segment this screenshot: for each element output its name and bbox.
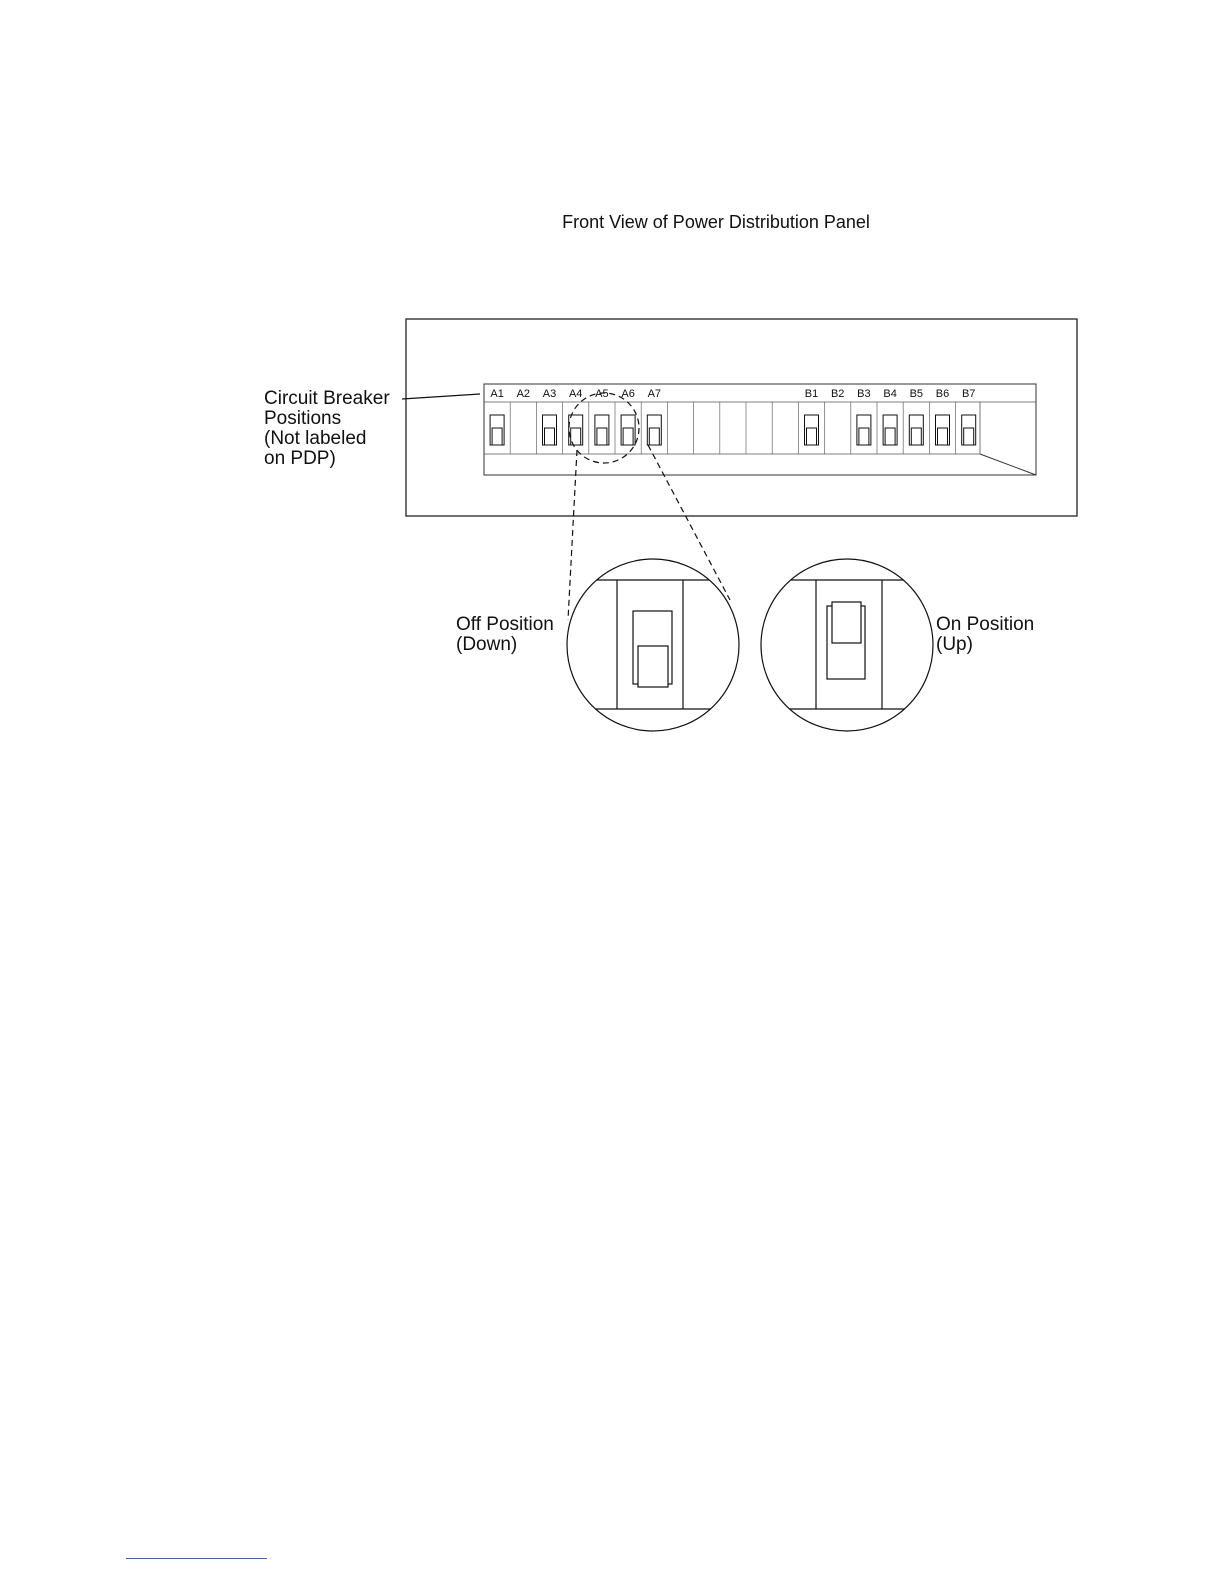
callout-line-3: (Not labeled [264,428,367,449]
footer-rule [126,1558,267,1559]
slot-label-b2: B2 [830,388,845,400]
breaker-toggle [597,428,607,445]
slot-label-b1: B1 [804,388,819,400]
breaker-switch-a7 [647,415,661,445]
on-magnifier-circle [761,559,933,731]
breaker-toggle [911,428,921,445]
panel-outer-frame [406,319,1077,516]
off-breaker-toggle [638,646,668,687]
slot-label-b3: B3 [857,388,871,400]
callout-leader-line [402,394,480,399]
breaker-toggle [859,428,869,445]
breaker-toggle [938,428,948,445]
diagram-title: Front View of Power Distribution Panel [562,212,870,232]
slot-label-b5: B5 [909,388,924,400]
breaker-switch-a5 [595,415,609,445]
slot-label-b6: B6 [935,388,950,400]
breaker-switch-b7 [962,415,976,445]
breaker-toggle [807,428,817,445]
breaker-switch-b4 [883,415,897,445]
on-position-label-line-1: On Position [936,614,1035,635]
breaker-switch-a4 [569,415,583,445]
off-position-label-line-2: (Down) [456,634,518,655]
breaker-toggle [649,428,659,445]
off-position-detail [560,559,750,731]
callout-line-2: Positions [264,408,342,429]
detail-callout-leaders [568,393,730,620]
slot-label-a3: A3 [542,388,557,400]
on-position-detail [755,559,940,731]
slot-label-b4: B4 [883,388,897,400]
slot-label-b7: B7 [961,388,976,400]
breaker-toggle [492,428,502,445]
breaker-switch-a1 [490,415,504,445]
breaker-toggle [885,428,895,445]
callout-line-1: Circuit Breaker [264,388,390,409]
breaker-toggle [545,428,555,445]
slot-label-a4: A4 [568,388,583,400]
slot-labels [490,388,975,400]
on-position-label-line-2: (Up) [936,634,973,655]
breaker-switch-b1 [805,415,819,445]
slot-label-a5: A5 [595,388,609,400]
slot-label-a6: A6 [621,388,635,400]
slot-label-a2: A2 [516,388,531,400]
callout-line-4: on PDP) [264,448,336,469]
breaker-switch-b3 [857,415,871,445]
off-magnifier-circle [567,559,739,731]
breaker-switch-b6 [936,415,950,445]
breaker-toggle [964,428,974,445]
slot-label-a7: A7 [647,388,662,400]
breaker-strip-slant-edge [980,454,1036,475]
breaker-switch-a6 [621,415,635,445]
breaker-strip [484,384,1036,475]
off-position-label-line-1: Off Position [456,614,554,635]
breaker-switch-a3 [543,415,557,445]
breaker-toggle [623,428,633,445]
breaker-strip-outline [484,384,1036,475]
breaker-switch-b5 [909,415,923,445]
circuit-breaker-callout [264,388,480,469]
detail-leader-right [648,445,730,600]
slot-label-a1: A1 [490,388,504,400]
on-breaker-toggle [832,602,861,643]
